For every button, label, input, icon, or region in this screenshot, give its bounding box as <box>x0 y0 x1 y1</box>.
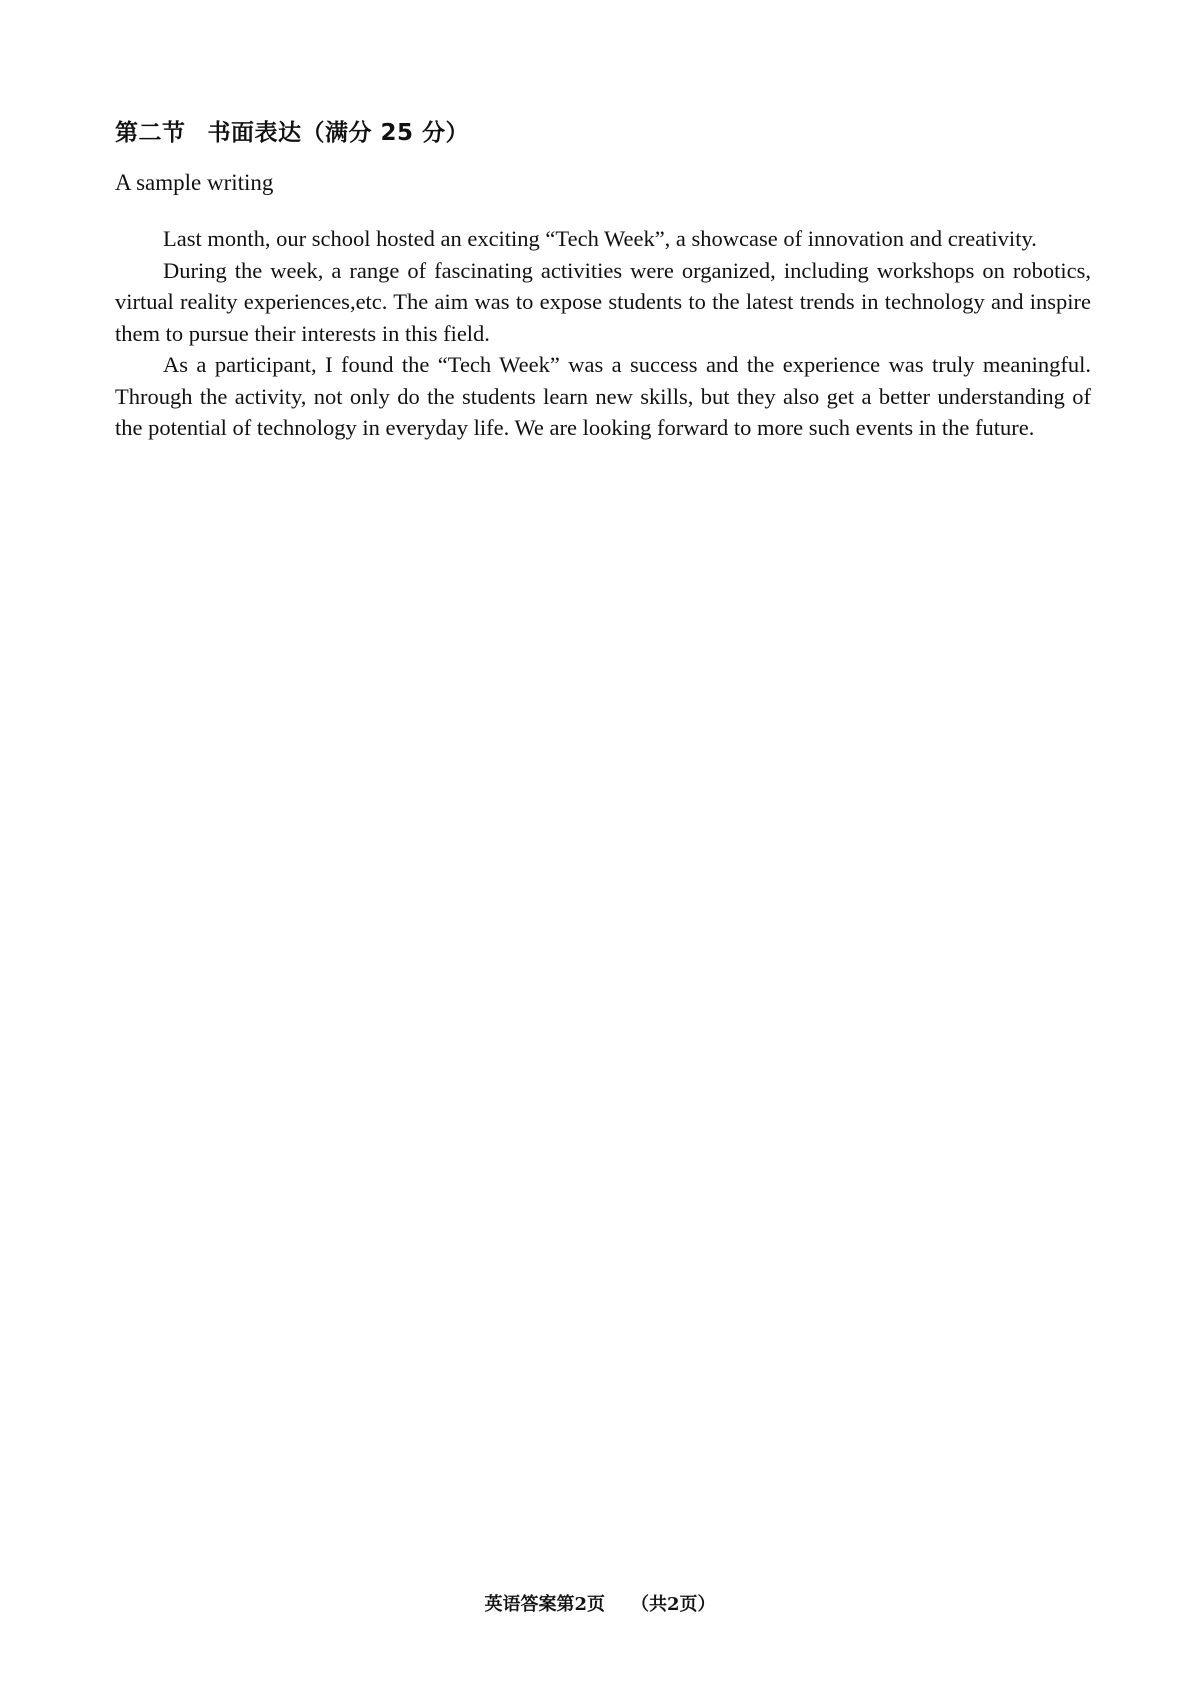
essay-paragraph-2: During the week, a range of fascinating activities were organized, including workshops on robotics, virtual reality experiences,etc. The aim was to expose students to the latest trends in technology and inspire them to pursue their interests in this field. <box>115 257 1091 346</box>
page-footer <box>0 1590 1200 1616</box>
essay-paragraph-3: As a participant, I found the “Tech Week” was a success and the experience was truly meaningful. Through the activity, not only do the students learn new skills, but they also get a better understanding of the potential of technology in everyday life. We are looking forward to more such events in the future. <box>115 352 1091 440</box>
footer-total-pages: （共2页） <box>631 1594 716 1615</box>
essay-paragraph-1: Last month, our school hosted an exciting “Tech Week”, a showcase of innovation and creativity. <box>163 226 1037 251</box>
section-title: 书面表达（满分 25 分） <box>207 120 470 146</box>
footer-page-label: 英语答案第2页 <box>484 1594 605 1615</box>
section-number: 第二节 <box>115 120 186 146</box>
essay-body <box>115 223 1091 444</box>
sample-writing-label: A sample writing <box>115 170 274 195</box>
section-heading <box>115 114 469 147</box>
